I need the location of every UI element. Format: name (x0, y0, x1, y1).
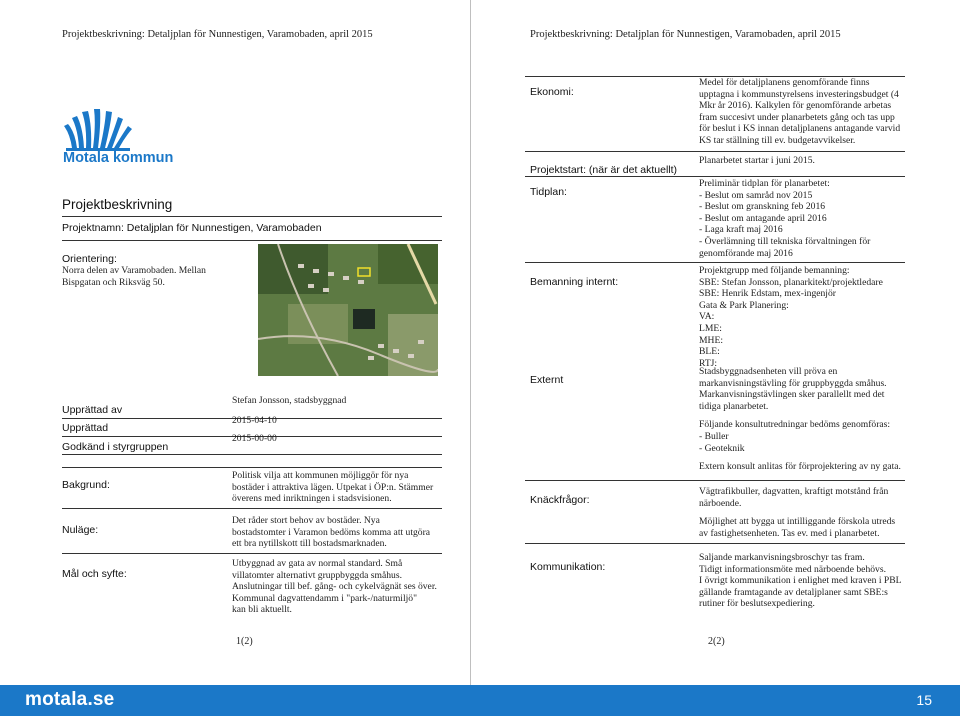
signoff-label: Upprättad av (62, 404, 123, 416)
sun-icon (62, 108, 162, 153)
section-label-nulage: Nuläge: (62, 524, 99, 536)
row-text-ekonomi: Medel för detaljplanens genomförande finns upptagna i kommunstyrelsens investeringsbudget (4 Mkr år 2016). Kalkylen för genomförande arbetas fram succesivt under planarbetets gång och tas upp för beslut i KS innan detaljplanens antagande varvid KS tar ställning till ev. budgetavvikelser. (699, 77, 901, 146)
row-label-kommunikation: Kommunikation: (530, 561, 606, 573)
divider (62, 240, 442, 241)
row-text-tidplan: Preliminär tidplan för planarbetet: - Beslut om samråd nov 2015 - Beslut om granskning feb 2016 - Beslut om antagande april 2016 - Laga kraft maj 2016 - Överlämning till tekniska förvaltningen för genomförande maj 2016 (699, 178, 871, 259)
signoff-value: Stefan Jonsson, stadsbyggnad (232, 395, 347, 406)
signoff-label: Godkänd i styrgruppen (62, 441, 169, 453)
row-text-projektstart: Planarbetet startar i juni 2015. (699, 155, 815, 166)
row-text-bemanning: Projektgrupp med följande bemanning: SBE: Stefan Jonsson, planarkitekt/projektledare SBE: Henrik Edstam, mex-ingenjör Gata & Park Planering: VA: LME: MHE: BLE: RTJ: (699, 265, 883, 369)
logo-text: Motala kommun (63, 150, 174, 166)
orientering-text: Norra delen av Varamobaden. Mellan Bispgatan och Riksväg 50. (62, 265, 206, 288)
section-label-bakgrund: Bakgrund: (62, 479, 110, 491)
footer-logo: motala.se (25, 689, 115, 710)
divider (62, 216, 442, 217)
page-header: Projektbeskrivning: Detaljplan för Nunnestigen, Varamobaden, april 2015 (62, 29, 373, 40)
section-text-bakgrund: Politisk vilja att kommunen möjliggör för nya bostäder i attraktiva lägen. Utpekat i ÖP:n. Stämmer överens med inriktningen i stadsvisionen. (232, 470, 434, 505)
signoff-value: 2015-00-00 (232, 433, 277, 444)
section-text-nulage: Det råder stort behov av bostäder. Nya bostadstomter i Varamon bedöms komma att utgöra ett bra nytillskott till bostadsmarknaden. (232, 515, 431, 550)
document-page-2 (475, 0, 960, 685)
row-text-knackfragor: Vägtrafikbuller, dagvatten, kraftigt motstånd från närboende. Möjlighet att bygga ut intilliggande förskola utreds av fastighetsenheten. Tas ev. med i planarbetet. (699, 486, 896, 539)
aerial-map-image (258, 244, 438, 376)
divider (525, 176, 905, 177)
divider (62, 467, 442, 468)
page-header: Projektbeskrivning: Detaljplan för Nunnestigen, Varamobaden, april 2015 (530, 29, 841, 40)
row-label-projektstart: Projektstart: (när är det aktuellt) (530, 164, 678, 176)
document-title: Projektbeskrivning (62, 197, 173, 212)
slide-footer (0, 685, 960, 716)
page-number: 2(2) (708, 636, 725, 647)
divider (62, 508, 442, 509)
divider (525, 151, 905, 152)
document-page-1 (0, 0, 471, 685)
divider (62, 454, 442, 455)
row-text-kommunikation: Saljande markanvisningsbroschyr tas fram. Tidigt informationsmöte med närboende behövs. I övrigt kommunikation i enlighet med kraven i PBL gällande framtagande av detaljplaner samt SBE:s rutiner för beslutsexpediering. (699, 552, 902, 610)
signoff-value: 2015-04-10 (232, 415, 277, 426)
divider (525, 262, 905, 263)
page-number: 1(2) (236, 636, 253, 647)
divider (525, 543, 905, 544)
signoff-label: Upprättad (62, 422, 109, 434)
row-label-tidplan: Tidplan: (530, 186, 567, 198)
row-label-bemanning: Bemanning internt: (530, 276, 619, 288)
row-label-ekonomi: Ekonomi: (530, 86, 574, 98)
divider (62, 553, 442, 554)
project-name: Projektnamn: Detaljplan för Nunnestigen, Varamobaden (62, 222, 322, 234)
orientering-label: Orientering: (62, 253, 117, 265)
row-label-externt: Externt (530, 374, 564, 386)
row-label-knackfragor: Knäckfrågor: (530, 494, 590, 506)
slide-number: 15 (916, 692, 932, 708)
section-label-mal-och-syfte: Mål och syfte: (62, 568, 127, 580)
divider (525, 480, 905, 481)
row-text-externt: Stadsbyggnadsenheten vill pröva en markanvisningstävling för gruppbyggda småhus. Markanvisningstävlingen sker parallellt med det tidiga planarbetet. Följande konsultutredningar bedöms genomföras: - Buller - Geoteknik Extern konsult anlitas för förprojektering av ny gata. (699, 366, 901, 473)
section-text-mal-och-syfte: Utbyggnad av gata av normal standard. Små villatomter alternativt gruppbyggda småhus. Anslutningar till bef. gång- och cykelvägnät ses över. Kommunal dagvattendamm i "park-/naturmiljö" kan bli aktuellt. (232, 558, 437, 616)
motala-kommun-logo (62, 108, 174, 168)
